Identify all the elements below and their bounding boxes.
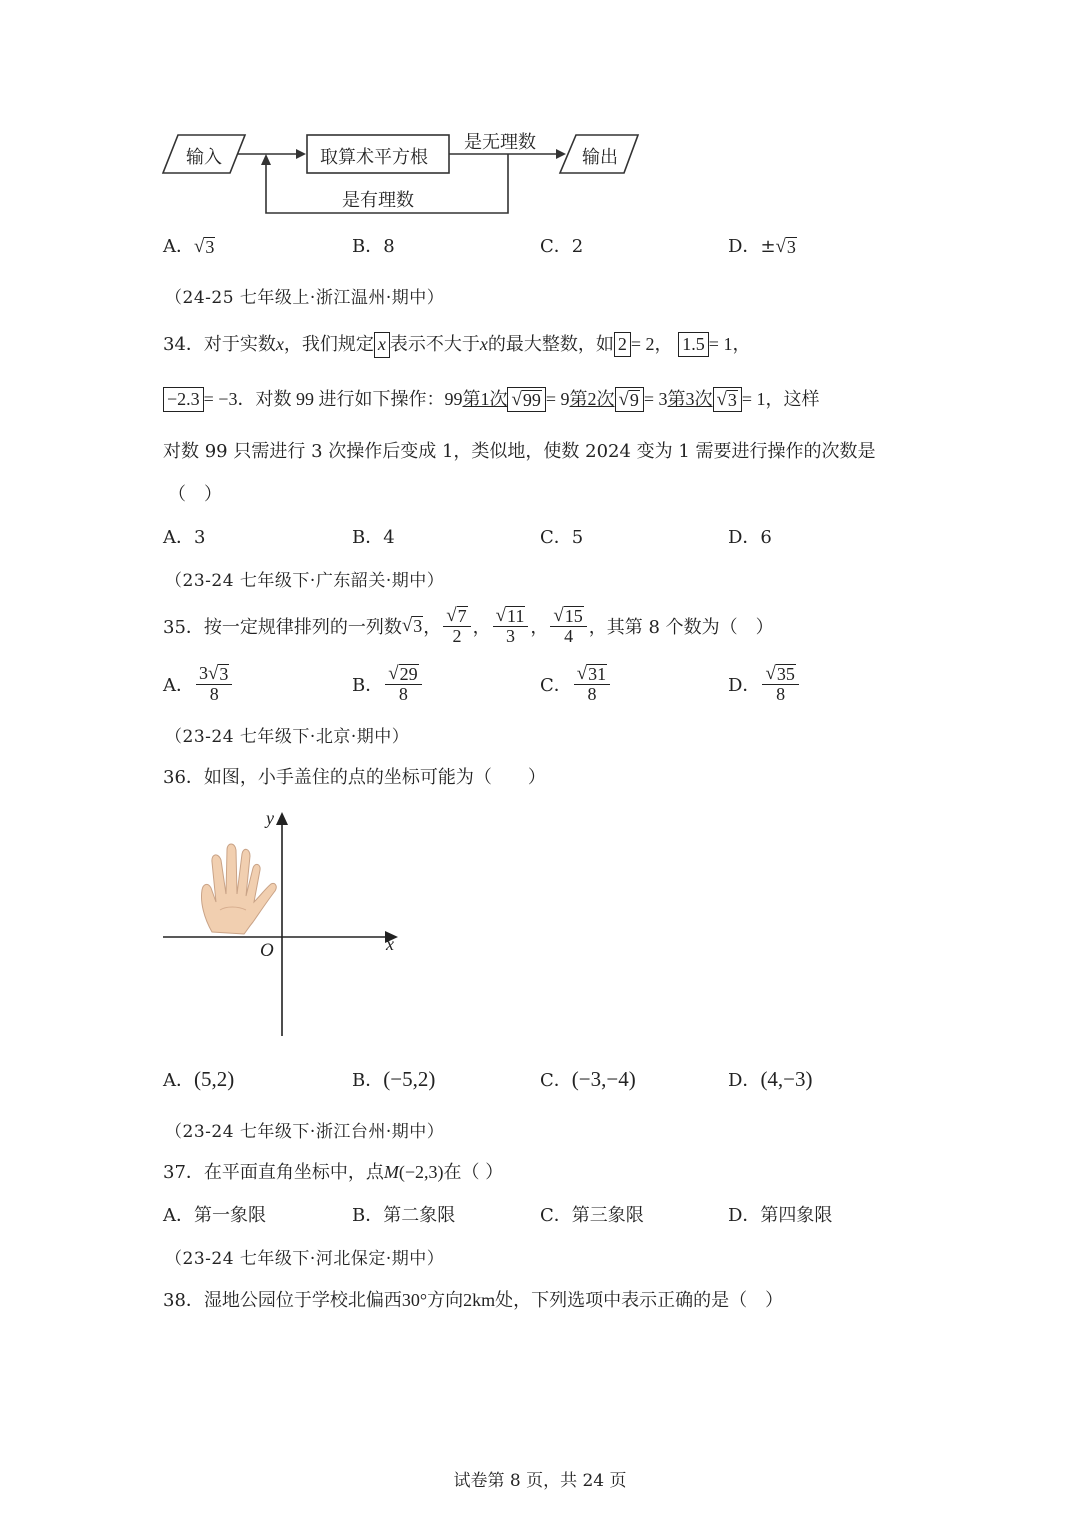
flow-process-label: 取算术平方根 xyxy=(320,147,428,168)
page-footer: 试卷第 8 页，共 24 页 xyxy=(453,1471,627,1491)
q34-source: （24-25 七年级上·浙江温州·期中） xyxy=(165,288,445,308)
q34-option-d[interactable]: D．6 xyxy=(728,527,772,548)
q34-stem-line3: 对数 99 只需进行 3 次操作后变成 1，类似地，使数 2024 变为 1 需要进行操作的次数是 xyxy=(163,441,876,462)
q35-option-b[interactable]: B． √ 29 8 xyxy=(352,658,424,710)
q37-option-d[interactable]: D．第四象限 xyxy=(728,1205,833,1226)
q36-stem: 36．如图，小手盖住的点的坐标可能为（ ） xyxy=(163,767,546,788)
q37-stem: 37．在平面直角坐标中，点M(−2,3)在（ ） xyxy=(163,1162,504,1183)
hand-icon xyxy=(201,844,276,934)
q38-stem: 38．湿地公园位于学校北偏西30°方向2km处，下列选项中表示正确的是（ ） xyxy=(163,1290,784,1311)
q34-option-b[interactable]: B．4 xyxy=(352,527,395,548)
q34-option-c[interactable]: C．5 xyxy=(540,527,584,548)
q35-source: （23-24 七年级下·广东韶关·期中） xyxy=(165,571,445,591)
q36-option-c[interactable]: C．(−3,−4) xyxy=(540,1067,636,1091)
q37-option-b[interactable]: B．第二象限 xyxy=(352,1205,456,1226)
flow-input-label: 输入 xyxy=(186,147,222,168)
q34-stem-line1: 34．对于实数x，我们规定 x 表示不大于x的最大整数，如 2 = 2， 1.5 = 1， xyxy=(163,330,750,358)
q36-option-d[interactable]: D．(4,−3) xyxy=(728,1067,813,1091)
q33-option-c[interactable]: C．2 xyxy=(540,236,584,257)
q33-option-d[interactable]: D．± √ 3 xyxy=(728,236,796,258)
origin-label: O xyxy=(260,940,274,961)
q34-answer-paren: （ ） xyxy=(168,484,222,505)
flow-irrational-label: 是无理数 xyxy=(464,132,536,153)
q34-option-a[interactable]: A．3 xyxy=(163,527,206,548)
q38-source: （23-24 七年级下·河北保定·期中） xyxy=(165,1249,445,1269)
q36-option-b[interactable]: B．(−5,2) xyxy=(352,1067,436,1091)
q36-source: （23-24 七年级下·北京·期中） xyxy=(165,727,410,747)
x-axis-label: x xyxy=(386,934,394,954)
q37-source: （23-24 七年级下·浙江台州·期中） xyxy=(165,1122,445,1142)
q33-option-b[interactable]: B．8 xyxy=(352,236,395,257)
q36-option-a[interactable]: A．(5,2) xyxy=(163,1067,235,1091)
q35-option-d[interactable]: D． √ 35 8 xyxy=(728,658,801,710)
q34-stem-line2: −2.3 = −3．对数 99 进行如下操作：99第1次 √ 99 = 9第2次 √ 9 = 3第3次 √ 3 = 1，这样 xyxy=(163,385,820,412)
y-axis-arrow xyxy=(276,812,288,825)
q37-option-c[interactable]: C．第三象限 xyxy=(540,1205,644,1226)
q33-option-a[interactable]: A． √ 3 xyxy=(163,236,215,258)
q35-option-a[interactable]: A． 3 √ 3 8 xyxy=(163,658,234,710)
flow-output-label: 输出 xyxy=(582,147,618,168)
coordinate-figure xyxy=(160,810,410,1042)
q37-option-a[interactable]: A．第一象限 xyxy=(163,1205,266,1226)
q35-stem: 35．按一定规律排列的一列数 √ 3 ， √ 7 2 ， √ 11 3 ， √ 15 4 ，其第 8 个数为（ ） xyxy=(163,605,774,646)
q35-option-c[interactable]: C． √ 31 8 xyxy=(540,658,612,710)
y-axis-label: y xyxy=(266,808,274,828)
flow-rational-label: 是有理数 xyxy=(342,190,414,211)
